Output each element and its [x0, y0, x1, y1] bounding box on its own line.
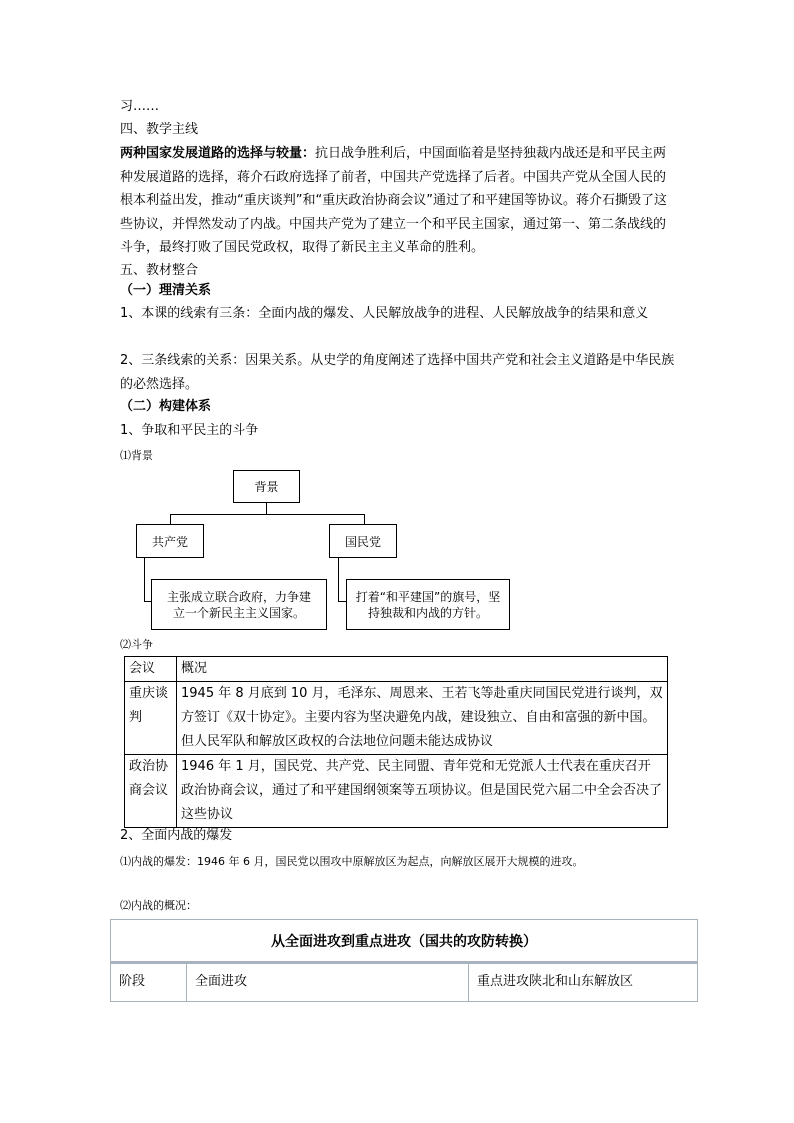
sub-label: ⑴背景 [120, 449, 153, 462]
table-header-row [125, 657, 668, 682]
diagram-desc-communist: 主张成立联合政府，力争建立一个新民主主义国家。 [151, 579, 327, 630]
table-cell: 1945 年 8 月底到 10 月，毛泽东、周恩来、王若飞等赴重庆同国民党进行谈判，双方签订《双十协定》。主要内容为坚决避免内战，建设独立、自由和富强的新中国。但人民军队和解放区政权的合法地位问题未能达成协议 [177, 682, 668, 755]
list-item: 1、争取和平民主的斗争 [120, 423, 259, 438]
text-line: 习…… [120, 99, 160, 114]
table-header-cell: 概况 [177, 657, 668, 682]
diagram-node-kmt: 国民党 [329, 524, 397, 558]
sub-label: ⑵内战的概况： [120, 899, 197, 912]
subsection-heading: （二）构建体系 [120, 399, 212, 414]
table-cell: 政治协商会议 [125, 755, 177, 828]
sub-label: ⑵斗争 [120, 638, 153, 651]
list-item: 2、三条线索的关系：因果关系。从史学的角度阐述了选择中国共产党和社会主义道路是中华民族的必然选择。 [120, 353, 675, 392]
connector-line [144, 558, 145, 602]
diagram-root-node: 背景 [233, 470, 300, 503]
table-cell: 重庆谈判 [125, 682, 177, 755]
meeting-table [124, 656, 668, 828]
table-cell: 1946 年 1 月，国民党、共产党、民主同盟、青年党和无党派人士代表在重庆召开政治协商会议，通过了和平建国纲领案等五项协议。但是国民党六届二中全会否决了这些协议 [177, 755, 668, 828]
main-line-paragraph [120, 142, 676, 260]
paragraph-lead: 两种国家发展道路的选择与较量： [120, 146, 316, 161]
table-cell: 重点进攻陕北和山东解放区 [477, 974, 634, 989]
list-item: ⑴内战的爆发：1946 年 6 月，国民党以围攻中原解放区为起点，向解放区展开大规模的进攻。 [120, 855, 584, 868]
table-cell: 全面进攻 [187, 964, 469, 1002]
section-heading: 五、教材整合 [120, 263, 199, 278]
table-row [125, 682, 668, 755]
table-row [125, 755, 668, 828]
paragraph-body: 抗日战争胜利后，中国面临着是坚持独裁内战还是和平民主两种发展道路的选择，蒋介石政府选择了前者，中国共产党选择了后者。中国共产党从全国人民的根本利益出发，推动“重庆谈判”和“重庆政治协商会议”通过了和平建国等协议。蒋介石撕毁了这些协议，并悍然发动了内战。中国共产党为了建立一个和平民主国家，通过第一、第二条战线的斗争，最终打败了国民党政权，取得了新民主主义革命的胜利。 [120, 146, 667, 255]
table-header-cell: 会议 [125, 657, 177, 682]
diagram-desc-kmt: 打着“和平建国”的旗号，坚持独裁和内战的方针。 [346, 579, 510, 630]
war-overview-table [110, 919, 698, 1002]
list-item: 1、本课的线索有三条：全面内战的爆发、人民解放战争的进程、人民解放战争的结果和意义 [120, 306, 649, 321]
list-item: 2、全面内战的爆发 [120, 828, 233, 843]
war-table-title: 从全面进攻到重点进攻（国共的攻防转换） [111, 920, 697, 964]
table-cell: 阶段 [111, 964, 187, 1002]
connector-line [338, 558, 339, 602]
diagram-node-communist: 共产党 [136, 524, 204, 558]
subsection-heading: （一）理清关系 [120, 283, 212, 298]
table-row [111, 964, 697, 1002]
connector-line [170, 514, 365, 515]
section-heading: 四、教学主线 [120, 122, 199, 137]
